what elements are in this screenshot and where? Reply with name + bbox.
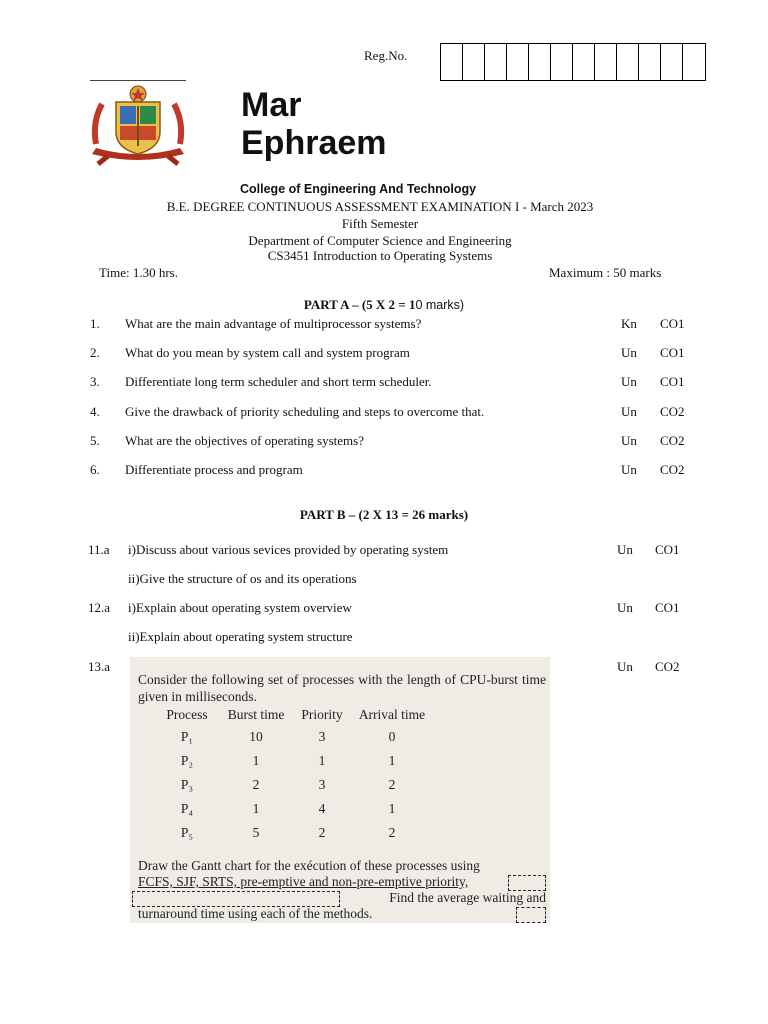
- reg-no-box[interactable]: [485, 44, 507, 80]
- question-number: 2.: [90, 345, 100, 360]
- knowledge-level: Un: [621, 462, 637, 477]
- part-a-title-main: PART A – (5 X 2 = 1: [303, 297, 416, 312]
- arrival-time: 0: [388, 729, 396, 744]
- process-table-header: [154, 705, 432, 725]
- question-text: i)Explain about operating system overview: [128, 600, 352, 615]
- part-b-title: PART B – (2 X 13 = 26 marks): [299, 507, 469, 522]
- table-row: [154, 773, 432, 797]
- table-row: [154, 749, 432, 773]
- arrival-time: 1: [388, 801, 396, 816]
- burst-time: 1: [252, 801, 260, 816]
- question-number: 6.: [90, 462, 100, 477]
- question-number: 4.: [90, 404, 100, 419]
- reg-no-box[interactable]: [639, 44, 661, 80]
- college-name-line1: Mar: [241, 86, 302, 124]
- question-number: 5.: [90, 433, 100, 448]
- reg-no-label: Reg.No.: [364, 48, 408, 63]
- part-a-title-tail: 0 marks): [415, 298, 465, 312]
- priority: 2: [318, 825, 326, 840]
- question-number: 11.a: [88, 542, 110, 557]
- knowledge-level: Un: [621, 345, 637, 360]
- question-number: 13.a: [88, 659, 111, 674]
- table-row: [154, 725, 432, 749]
- arrival-time: 1: [388, 753, 396, 768]
- question-text: i)Discuss about various sevices provided by operating system: [128, 542, 449, 557]
- reg-no-box[interactable]: [595, 44, 617, 80]
- course-outcome: CO2: [660, 433, 685, 448]
- table-row: [154, 797, 432, 821]
- burst-time: 10: [249, 729, 263, 744]
- reg-no-box[interactable]: [573, 44, 595, 80]
- college-subtitle: College of Engineering And Technology: [240, 182, 477, 196]
- reg-no-box[interactable]: [617, 44, 639, 80]
- course-outcome: CO2: [660, 404, 685, 419]
- arrival-time: 2: [388, 825, 396, 840]
- reg-no-box[interactable]: [551, 44, 573, 80]
- college-crest-icon: [88, 82, 188, 166]
- part-a-question: [0, 404, 768, 422]
- process-id: P₃: [180, 777, 194, 792]
- semester: Fifth Semester: [341, 216, 419, 231]
- course-outcome: CO1: [655, 542, 680, 557]
- knowledge-level: Kn: [621, 316, 637, 331]
- part-a-question: [0, 433, 768, 451]
- header-arrival-time: Arrival time: [358, 707, 426, 722]
- burst-time: 1: [252, 753, 260, 768]
- part-a-question: [0, 374, 768, 392]
- reg-no-box[interactable]: [463, 44, 485, 80]
- max-marks: Maximum : 50 marks: [549, 265, 662, 280]
- question-text: What do you mean by system call and system program: [125, 345, 410, 360]
- process-id: P₂: [180, 753, 194, 768]
- question-number: 12.a: [88, 600, 111, 615]
- course-outcome: CO2: [655, 659, 680, 674]
- burst-time: 5: [252, 825, 260, 840]
- redaction-box: [516, 907, 546, 923]
- knowledge-level: Un: [617, 600, 633, 615]
- reg-no-box[interactable]: [661, 44, 683, 80]
- burst-time: 2: [252, 777, 260, 792]
- knowledge-level: Un: [617, 542, 633, 557]
- scanned-question-image: [130, 657, 550, 923]
- department: Department of Computer Science and Engineering: [248, 233, 512, 248]
- part-a-title: [0, 297, 768, 313]
- reg-no-box[interactable]: [507, 44, 529, 80]
- priority: 3: [318, 729, 326, 744]
- process-table: [154, 705, 432, 845]
- exam-duration: Time: 1.30 hrs.: [99, 265, 178, 280]
- question-text: Differentiate process and program: [125, 462, 303, 477]
- header-burst-time: Burst time: [227, 707, 285, 722]
- scan-line-4: turnaround time using each of the methods.: [138, 906, 373, 921]
- part-a-question: [0, 345, 768, 363]
- scan-line-1: Draw the Gantt chart for the exécution of these processes using: [138, 858, 480, 873]
- redaction-box: [508, 875, 546, 891]
- table-row: [154, 821, 432, 845]
- process-id: P₁: [180, 729, 194, 744]
- course-outcome: CO1: [660, 316, 685, 331]
- part-b-question: [0, 542, 768, 560]
- reg-no-box[interactable]: [529, 44, 551, 80]
- redaction-box: [132, 891, 340, 907]
- reg-no-box[interactable]: [683, 44, 705, 80]
- question-text: What are the main advantage of multiprocessor systems?: [125, 316, 422, 331]
- header-priority: Priority: [301, 707, 343, 722]
- scan-line-2: FCFS, SJF, SRTS, pre-emptive and non-pre-emptive priority,: [138, 874, 469, 889]
- exam-title: B.E. DEGREE CONTINUOUS ASSESSMENT EXAMINATION I - March 2023: [166, 199, 594, 214]
- knowledge-level: Un: [621, 404, 637, 419]
- question-text: What are the objectives of operating systems?: [125, 433, 364, 448]
- arrival-time: 2: [388, 777, 396, 792]
- part-b-subquestion: [0, 629, 768, 647]
- part-b-subquestion: [0, 571, 768, 589]
- priority: 3: [318, 777, 326, 792]
- logo-divider: [90, 80, 186, 81]
- college-name: [241, 86, 387, 162]
- question-number: 3.: [90, 374, 100, 389]
- priority: 4: [318, 801, 326, 816]
- college-name-line2: Ephraem: [241, 124, 387, 162]
- knowledge-level: Un: [617, 659, 633, 674]
- course-outcome: CO1: [655, 600, 680, 615]
- course-outcome: CO1: [660, 374, 685, 389]
- question-text: Differentiate long term scheduler and short term scheduler.: [125, 374, 432, 389]
- scan-intro: Consider the following set of processes with the length of CPU-burst time given in milliseconds.: [138, 672, 546, 704]
- knowledge-level: Un: [621, 374, 637, 389]
- question-text: ii)Explain about operating system structure: [128, 629, 353, 644]
- reg-no-box[interactable]: [441, 44, 463, 80]
- question-text: ii)Give the structure of os and its operations: [128, 571, 357, 586]
- course: CS3451 Introduction to Operating Systems: [267, 248, 493, 263]
- part-a-question: [0, 462, 768, 480]
- process-id: P₅: [180, 825, 194, 840]
- priority: 1: [318, 753, 326, 768]
- process-id: P₄: [180, 801, 194, 816]
- course-outcome: CO1: [660, 345, 685, 360]
- course-outcome: CO2: [660, 462, 685, 477]
- question-number: 1.: [90, 316, 100, 331]
- header-process: Process: [166, 707, 208, 722]
- question-text: Give the drawback of priority scheduling and steps to overcome that.: [125, 404, 485, 419]
- reg-no-boxes[interactable]: [440, 43, 706, 81]
- scan-line-3: Find the average waiting and: [389, 890, 546, 905]
- part-a-question: [0, 316, 768, 334]
- part-b-question: [0, 600, 768, 618]
- knowledge-level: Un: [621, 433, 637, 448]
